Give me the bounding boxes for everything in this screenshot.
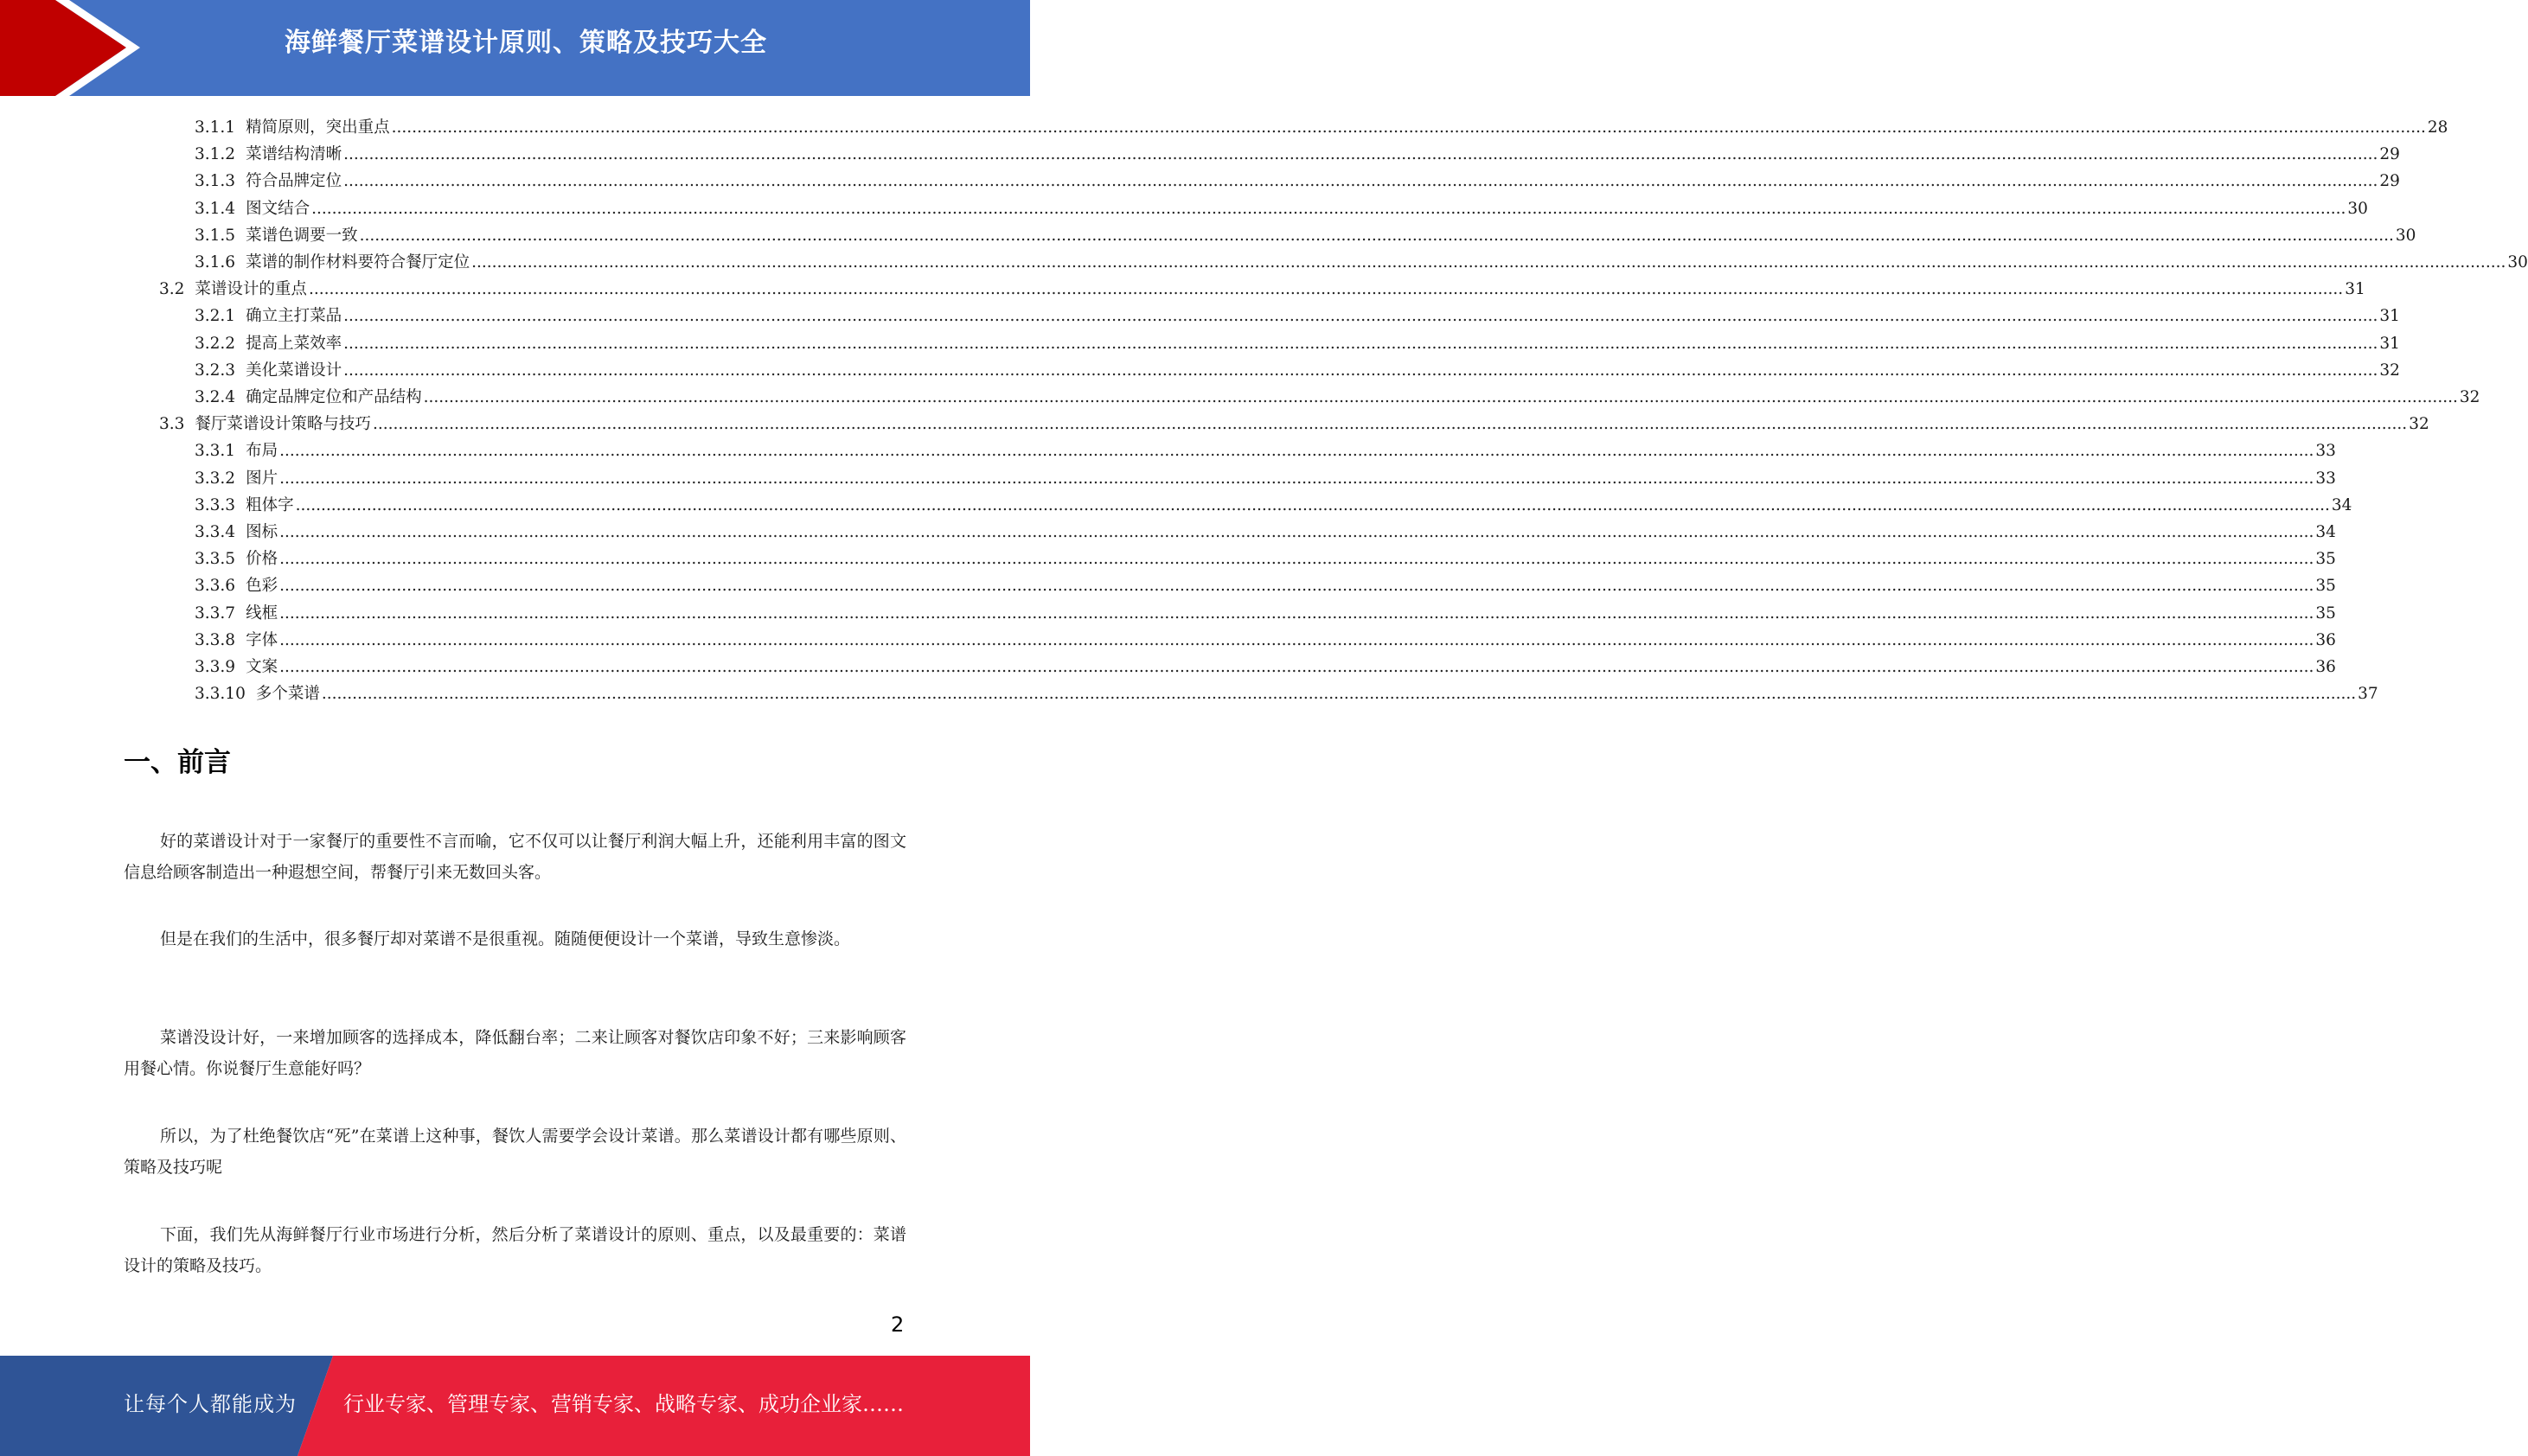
toc-entry-number: 3.3.10	[195, 685, 246, 704]
toc-entry[interactable]	[195, 569, 2336, 596]
paragraph: 但是在我们的生活中，很多餐厅却对菜谱不是很重视。随随便便设计一个菜谱，导致生意惨淡。	[160, 929, 851, 948]
toc-entry-title: 美化菜谱设计	[246, 361, 342, 380]
toc-entry-number: 3.1.3	[195, 172, 236, 191]
toc-entry-page: 29	[2379, 172, 2400, 191]
paragraph: 好的菜谱设计对于一家餐厅的重要性不言而喻，它不仅可以让餐厅利润大幅上升，还能利用丰富的图文信息给顾客制造出一种遐想空间，帮餐厅引来无数回头客。	[124, 832, 906, 882]
toc-entry-title: 菜谱色调要一致	[246, 226, 358, 245]
paragraph: 下面，我们先从海鲜餐厅行业市场进行分析，然后分析了菜谱设计的原则、重点，以及最重要的：菜谱设计的策略及技巧。	[124, 1225, 906, 1275]
toc-entry-page: 36	[2315, 630, 2336, 649]
toc-entry-title: 图标	[246, 523, 278, 541]
toc-entry[interactable]	[195, 137, 2400, 164]
toc-entry-title: 粗体字	[246, 495, 294, 514]
toc-entry-number: 3.2	[159, 280, 185, 299]
toc-dot-leader: ................................................................................................................................................................................................................................................................................................................................................................................................................	[471, 253, 2506, 271]
toc-dot-leader: ................................................................................................................................................................................................................................................................................................................................................................................................................	[343, 361, 2378, 380]
toc-entry-page: 34	[2315, 523, 2336, 541]
toc-entry-number: 3.3.7	[195, 603, 236, 623]
toc-dot-leader: ................................................................................................................................................................................................................................................................................................................................................................................................................	[279, 658, 2314, 676]
toc-entry-page: 34	[2331, 495, 2352, 514]
toc-dot-leader: ................................................................................................................................................................................................................................................................................................................................................................................................................	[311, 199, 2346, 218]
toc-entry-page: 35	[2315, 550, 2336, 569]
toc-entry-page: 35	[2315, 603, 2336, 623]
toc-entry-number: 3.3	[159, 415, 185, 434]
toc-entry-title: 价格	[246, 550, 278, 569]
toc-dot-leader: ................................................................................................................................................................................................................................................................................................................................................................................................................	[321, 685, 2357, 704]
toc-dot-leader: ................................................................................................................................................................................................................................................................................................................................................................................................................	[295, 495, 2330, 514]
toc-entry[interactable]	[195, 677, 2378, 704]
toc-entry-page: 29	[2379, 145, 2400, 164]
toc-entry-title: 图文结合	[246, 199, 310, 218]
toc-entry-title: 图片	[246, 469, 278, 488]
toc-dot-leader: ................................................................................................................................................................................................................................................................................................................................................................................................................	[423, 388, 2458, 406]
toc-entry-number: 3.1.1	[195, 118, 236, 137]
toc-entry-number: 3.2.4	[195, 388, 236, 406]
toc-entry-number: 3.2.3	[195, 361, 236, 380]
toc-entry[interactable]	[195, 542, 2336, 569]
toc-dot-leader: ................................................................................................................................................................................................................................................................................................................................................................................................................	[279, 630, 2314, 649]
toc-entry-page: 37	[2358, 685, 2378, 704]
section-heading: 一、前言	[124, 747, 231, 778]
toc-entry-number: 3.3.3	[195, 495, 236, 514]
toc-entry-title: 提高上菜效率	[246, 334, 342, 353]
page-footer	[0, 1356, 1030, 1456]
toc-entry-number: 3.3.2	[195, 469, 236, 488]
paragraph: 菜谱没设计好，一来增加顾客的选择成本，降低翻台率；二来让顾客对餐饮店印象不好；三来影响顾客用餐心情。你说餐厅生意能好吗？	[124, 1028, 906, 1078]
toc-dot-leader: ................................................................................................................................................................................................................................................................................................................................................................................................................	[343, 172, 2378, 191]
toc-entry[interactable]	[195, 299, 2400, 326]
toc-entry-title: 确定品牌定位和产品结构	[246, 388, 422, 406]
toc-dot-leader: ................................................................................................................................................................................................................................................................................................................................................................................................................	[308, 280, 2344, 299]
footer-slogan-left: 让每个人都能成为	[124, 1392, 297, 1416]
toc-entry[interactable]	[195, 462, 2336, 489]
toc-dot-leader: ................................................................................................................................................................................................................................................................................................................................................................................................................	[279, 550, 2314, 569]
page-header	[0, 0, 1030, 96]
toc-entry-number: 3.1.5	[195, 226, 236, 245]
toc-entry[interactable]	[195, 219, 2416, 246]
toc-entry-title: 色彩	[246, 577, 278, 596]
toc-entry-page: 32	[2379, 361, 2400, 380]
toc-entry-page: 32	[2409, 415, 2429, 434]
toc-entry-title: 符合品牌定位	[246, 172, 342, 191]
toc-entry[interactable]	[195, 434, 2336, 461]
toc-dot-leader: ................................................................................................................................................................................................................................................................................................................................................................................................................	[343, 334, 2378, 353]
toc-entry[interactable]	[195, 650, 2336, 677]
toc-entry[interactable]	[195, 597, 2336, 623]
toc-entry-page: 31	[2379, 307, 2400, 326]
toc-entry-page: 33	[2315, 442, 2336, 461]
toc-entry[interactable]	[195, 515, 2336, 542]
toc-entry[interactable]	[195, 246, 2528, 272]
toc-entry-number: 3.1.6	[195, 253, 236, 271]
toc-entry[interactable]	[195, 354, 2400, 380]
toc-entry[interactable]	[159, 407, 2429, 434]
toc-entry-page: 36	[2315, 658, 2336, 676]
toc-entry[interactable]	[159, 272, 2365, 299]
toc-dot-leader: ................................................................................................................................................................................................................................................................................................................................................................................................................	[279, 469, 2314, 488]
toc-entry-title: 餐厅菜谱设计策略与技巧	[195, 415, 371, 434]
toc-entry-title: 菜谱结构清晰	[246, 145, 342, 164]
toc-entry-title: 菜谱设计的重点	[195, 280, 307, 299]
toc-dot-leader: ................................................................................................................................................................................................................................................................................................................................................................................................................	[279, 442, 2314, 461]
toc-entry-number: 3.3.9	[195, 658, 236, 676]
toc-entry-title: 文案	[246, 658, 278, 676]
toc-entry-title: 确立主打菜品	[246, 307, 342, 326]
toc-entry-page: 30	[2395, 226, 2416, 245]
toc-entry[interactable]	[195, 380, 2480, 407]
toc-entry-title: 精简原则，突出重点	[246, 118, 390, 137]
toc-entry-number: 3.1.4	[195, 199, 236, 218]
toc-entry[interactable]	[195, 192, 2368, 219]
toc-dot-leader: ................................................................................................................................................................................................................................................................................................................................................................................................................	[279, 523, 2314, 541]
toc-entry-number: 3.3.5	[195, 550, 236, 569]
toc-entry-number: 3.3.1	[195, 442, 236, 461]
toc-entry-page: 33	[2315, 469, 2336, 488]
toc-dot-leader: ................................................................................................................................................................................................................................................................................................................................................................................................................	[372, 415, 2408, 434]
toc-entry-number: 3.3.6	[195, 577, 236, 596]
toc-entry[interactable]	[195, 111, 2448, 137]
toc-entry-page: 31	[2379, 334, 2400, 353]
toc-entry-page: 30	[2507, 253, 2528, 271]
toc-entry[interactable]	[195, 489, 2352, 515]
toc-dot-leader: ................................................................................................................................................................................................................................................................................................................................................................................................................	[391, 118, 2426, 137]
toc-entry-page: 32	[2459, 388, 2480, 406]
toc-dot-leader: ................................................................................................................................................................................................................................................................................................................................................................................................................	[359, 226, 2394, 245]
toc-entry-title: 字体	[246, 630, 278, 649]
toc-entry-number: 3.3.4	[195, 523, 236, 541]
page-number: 2	[891, 1312, 905, 1337]
document-title: 海鲜餐厅菜谱设计原则、策略及技巧大全	[285, 28, 767, 58]
toc-entry-number: 3.2.2	[195, 334, 236, 353]
toc-entry[interactable]	[195, 327, 2400, 354]
toc-entry-number: 3.3.8	[195, 630, 236, 649]
toc-entry-page: 31	[2345, 280, 2365, 299]
toc-entry-number: 3.2.1	[195, 307, 236, 326]
toc-entry-title: 线框	[246, 603, 278, 623]
toc-entry-number: 3.1.2	[195, 145, 236, 164]
toc-dot-leader: ................................................................................................................................................................................................................................................................................................................................................................................................................	[279, 577, 2314, 596]
toc-entry-title: 布局	[246, 442, 278, 461]
toc-entry-page: 35	[2315, 577, 2336, 596]
toc-entry[interactable]	[195, 623, 2336, 650]
toc-dot-leader: ................................................................................................................................................................................................................................................................................................................................................................................................................	[279, 603, 2314, 623]
toc-entry[interactable]	[195, 164, 2400, 191]
toc-dot-leader: ................................................................................................................................................................................................................................................................................................................................................................................................................	[343, 145, 2378, 164]
toc-entry-title: 菜谱的制作材料要符合餐厅定位	[246, 253, 470, 271]
toc-entry-page: 30	[2347, 199, 2368, 218]
footer-slogan-right: 行业专家、管理专家、营销专家、战略专家、成功企业家……	[343, 1392, 904, 1416]
toc-entry-title: 多个菜谱	[255, 685, 320, 704]
toc-dot-leader: ................................................................................................................................................................................................................................................................................................................................................................................................................	[343, 307, 2378, 326]
paragraph: 所以，为了杜绝餐饮店“死”在菜谱上这种事，餐饮人需要学会设计菜谱。那么菜谱设计都有哪些原则、策略及技巧呢	[124, 1127, 906, 1177]
toc-entry-page: 28	[2427, 118, 2448, 137]
